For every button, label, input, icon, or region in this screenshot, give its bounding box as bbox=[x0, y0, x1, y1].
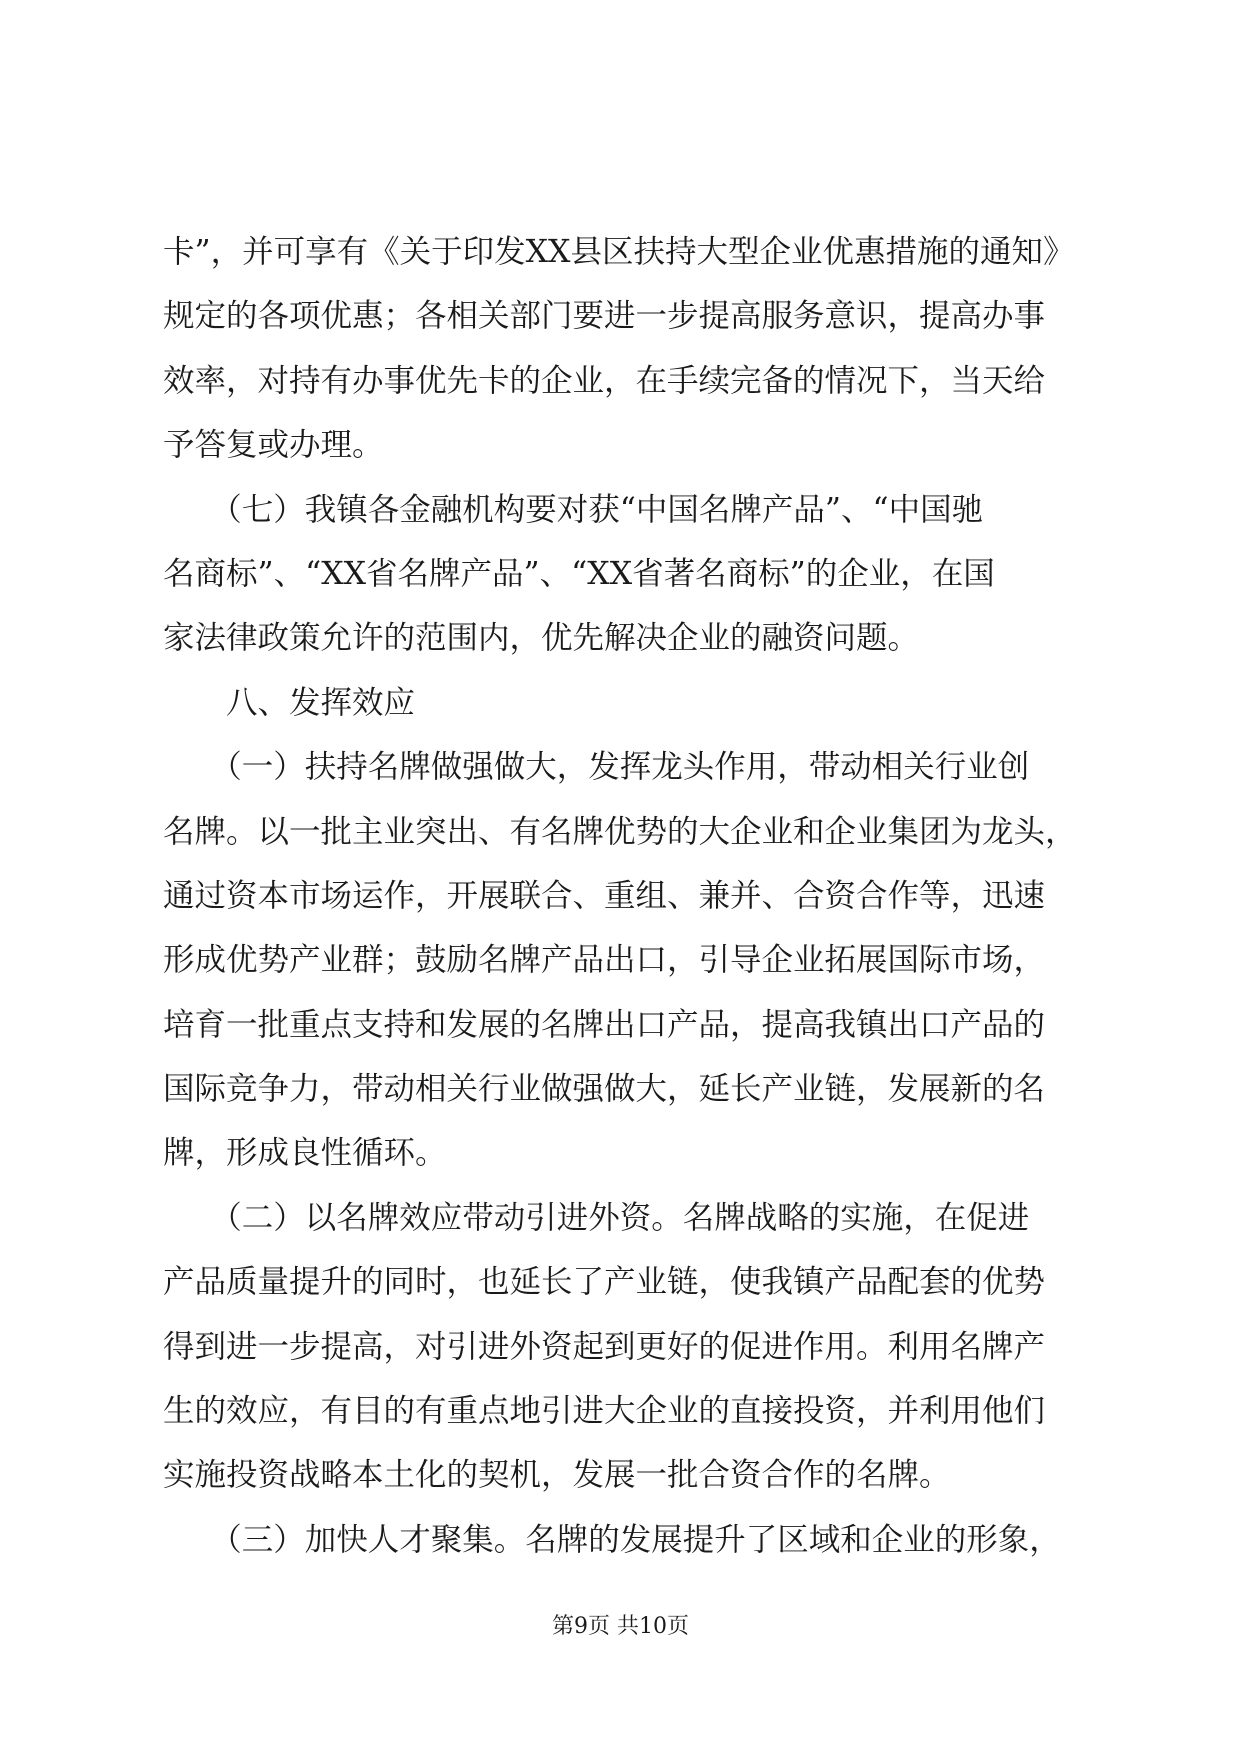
text-line: 国际竞争力，带动相关行业做强做大，延长产业链，发展新的名 bbox=[163, 1071, 1046, 1108]
text-line: 牌，形成良性循环。 bbox=[163, 1135, 447, 1172]
page-number-footer: 第9页 共10页 bbox=[552, 1614, 689, 1639]
text-line: （二）以名牌效应带动引进外资。名牌战略的实施，在促进 bbox=[163, 1199, 1030, 1236]
text-line: 名牌。以一批主业突出、有名牌优势的大企业和企业集团为龙头， bbox=[163, 813, 1077, 850]
text-line: 家法律政策允许的范围内，优先解决企业的融资问题。 bbox=[163, 620, 920, 657]
text-line: 形成优势产业群；鼓励名牌产品出口，引导企业拓展国际市场， bbox=[163, 942, 1046, 979]
text-line: 生的效应，有目的有重点地引进大企业的直接投资，并利用他们 bbox=[163, 1393, 1046, 1430]
text-line: 产品质量提升的同时，也延长了产业链，使我镇产品配套的优势 bbox=[163, 1264, 1046, 1301]
text-line: 通过资本市场运作，开展联合、重组、兼并、合资合作等，迅速 bbox=[163, 877, 1046, 914]
text-line: 培育一批重点支持和发展的名牌出口产品，提高我镇出口产品的 bbox=[163, 1006, 1046, 1043]
text-line: 卡”，并可享有《关于印发XX县区扶持大型企业优惠措施的通知》 bbox=[163, 234, 1075, 270]
text-line: 予答复或办理。 bbox=[163, 427, 384, 464]
text-line: （七）我镇各金融机构要对获“中国名牌产品”、“中国驰 bbox=[163, 491, 984, 528]
text-line: 实施投资战略本土化的契机，发展一批合资合作的名牌。 bbox=[163, 1457, 951, 1494]
section-heading: 八、发挥效应 bbox=[163, 684, 416, 721]
document-body bbox=[163, 220, 1083, 1572]
text-line: （一）扶持名牌做强做大，发挥龙头作用，带动相关行业创 bbox=[163, 749, 1030, 786]
text-line: 规定的各项优惠；各相关部门要进一步提高服务意识，提高办事 bbox=[163, 298, 1046, 335]
text-line: （三）加快人才聚集。名牌的发展提升了区域和企业的形象， bbox=[163, 1521, 1061, 1558]
text-line: 名商标”、“XX省名牌产品”、“XX省著名商标”的企业，在国 bbox=[163, 555, 995, 592]
text-line: 得到进一步提高，对引进外资起到更好的促进作用。利用名牌产 bbox=[163, 1328, 1046, 1365]
text-line: 效率，对持有办事优先卡的企业，在手续完备的情况下，当天给 bbox=[163, 362, 1046, 399]
